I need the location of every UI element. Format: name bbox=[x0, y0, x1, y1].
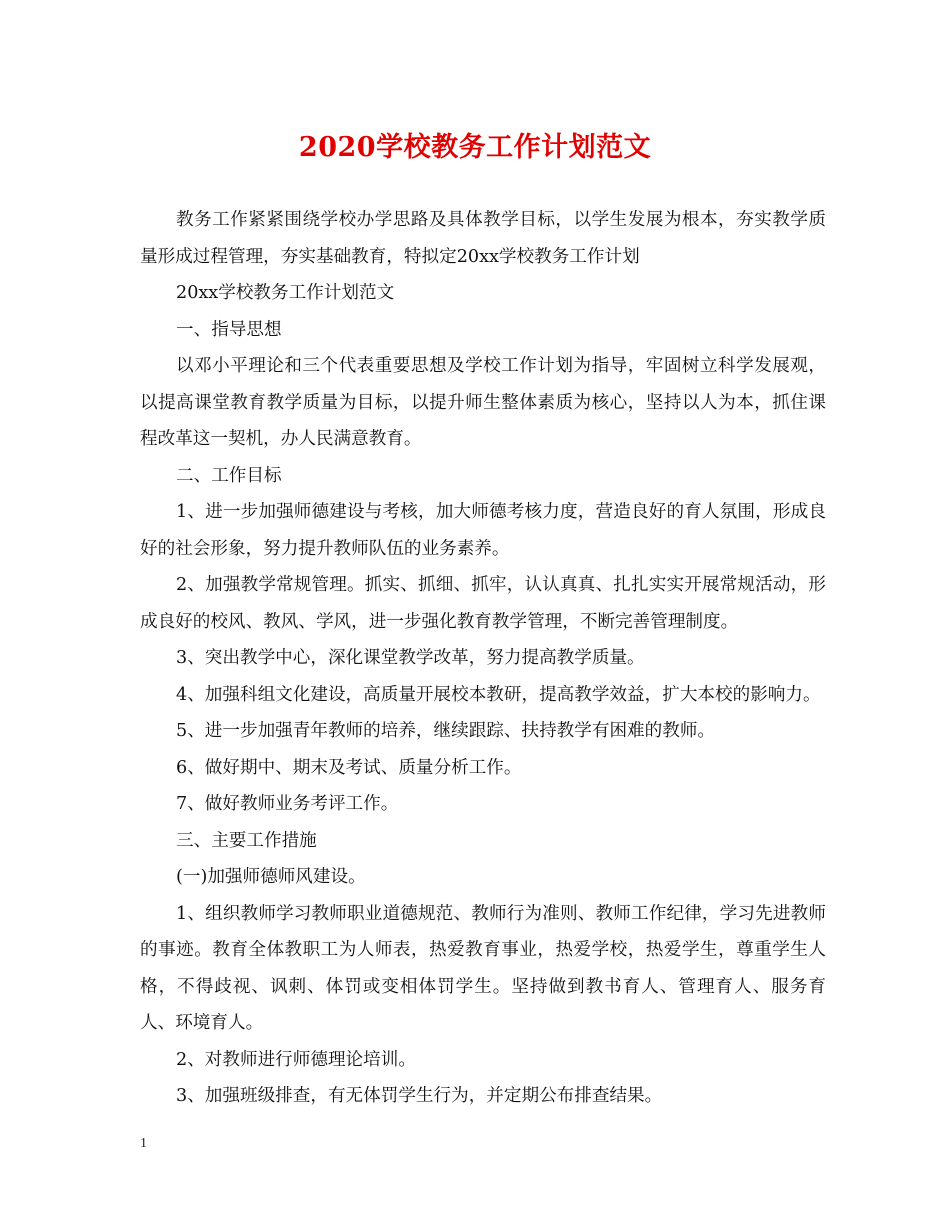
document-body bbox=[140, 202, 826, 1115]
goal-item-6: 6、做好期中、期末及考试、质量分析工作。 bbox=[176, 757, 522, 778]
subsection-heading-ethics: (一)加强师德师风建设。 bbox=[176, 867, 366, 887]
measure-item-2: 2、对教师进行师德理论培训。 bbox=[176, 1049, 416, 1070]
document-title: 2020学校教务工作计划范文 bbox=[298, 132, 652, 163]
goal-item-3: 3、突出教学中心，深化课堂教学改革，努力提高教学质量。 bbox=[176, 648, 645, 668]
goal-item-7: 7、做好教师业务考评工作。 bbox=[176, 794, 399, 814]
section-heading-work-goals: 二、工作目标 bbox=[176, 465, 282, 486]
paragraph-guiding-thought: 以邓小平理论和三个代表重要思想及学校工作计划为指导，牢固树立科学发展观，以提高课堂教育教学质量为目标，以提升师生整体素质为核心，坚持以人为本，抓住课程改革这一契机，办人民满意教育。 bbox=[140, 356, 826, 449]
section-heading-main-measures: 三、主要工作措施 bbox=[176, 830, 317, 851]
measure-item-3: 3、加强班级排查，有无体罚学生行为，并定期公布排查结果。 bbox=[176, 1086, 663, 1106]
goal-item-2: 2、加强教学常规管理。抓实、抓细、抓牢，认认真真、扎扎实实开展常规活动，形成良好的校风、教风、学风，进一步强化教育教学管理，不断完善管理制度。 bbox=[140, 575, 826, 632]
section-heading-guiding-thought: 一、指导思想 bbox=[176, 319, 282, 340]
goal-item-5: 5、进一步加强青年教师的培养，继续跟踪、扶持教学有困难的教师。 bbox=[176, 721, 716, 741]
paragraph-intro: 教务工作紧紧围绕学校办学思路及具体教学目标，以学生发展为根本，夯实教学质量形成过程管理，夯实基础教育，特拟定20xx学校教务工作计划 bbox=[140, 210, 826, 267]
goal-item-1: 1、进一步加强师德建设与考核，加大师德考核力度，营造良好的育人氛围，形成良好的社会形象，努力提升教师队伍的业务素养。 bbox=[140, 502, 826, 559]
page-number: 1 bbox=[140, 1136, 147, 1151]
paragraph-subtitle: 20xx学校教务工作计划范文 bbox=[176, 283, 395, 303]
measure-item-1: 1、组织教师学习教师职业道德规范、教师行为准则、教师工作纪律，学习先进教师的事迹。教育全体教职工为人师表，热爱教育事业，热爱学校，热爱学生，尊重学生人格，不得歧视、讽刺、体罚或变相体罚学生。坚持做到教书育人、管理育人、服务育人、环境育人。 bbox=[140, 903, 826, 1033]
goal-item-4: 4、加强科组文化建设，高质量开展校本教研，提高教学效益，扩大本校的影响力。 bbox=[176, 684, 821, 705]
